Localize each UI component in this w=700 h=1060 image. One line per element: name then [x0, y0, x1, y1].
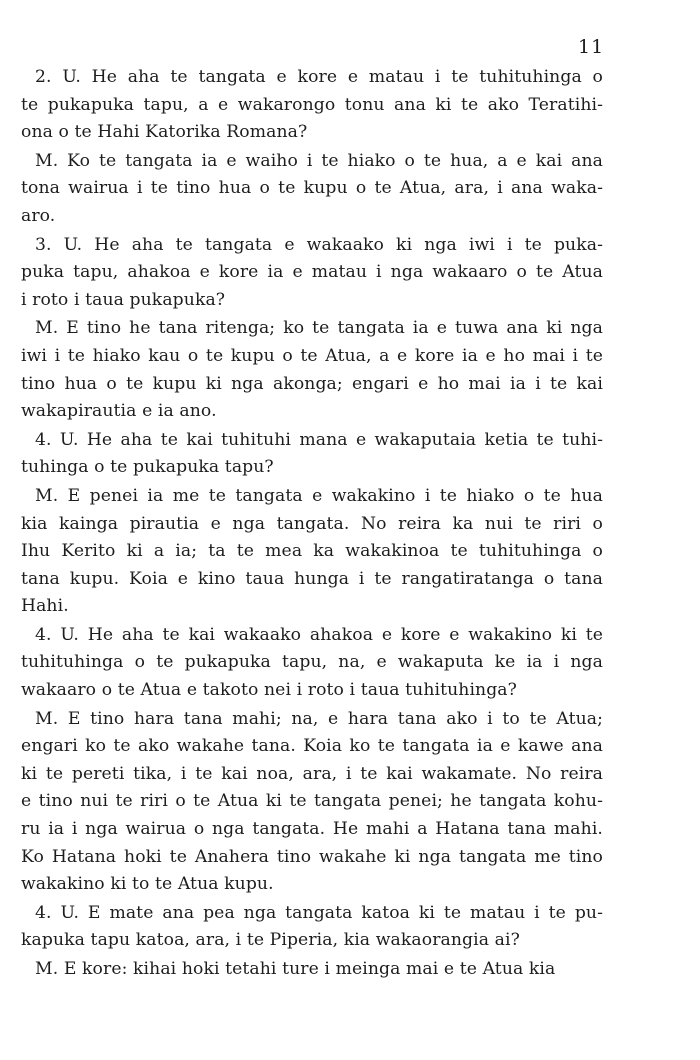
- text-line: engari ko te ako wakahe tana. Koia ko te tangata ia e kawe ana: [21, 736, 603, 757]
- text-line: tona wairua i te tino hua o te kupu o te Atua, ara, i ana waka-: [21, 178, 603, 199]
- text-line: ona o te Hahi Katorika Romana?: [21, 122, 308, 143]
- text-body: [21, 64, 603, 985]
- text-line: kia kainga pirautia e nga tangata. No reira ka nui te riri o: [21, 513, 603, 534]
- paragraph: [21, 64, 603, 147]
- paragraph: [21, 315, 603, 425]
- text-line: 2. U. He aha te tangata e kore e matau i te tuhituhinga o: [35, 67, 603, 87]
- text-line: e tino nui te riri o te Atua ki te tangata penei; he tangata kohu-: [21, 791, 603, 812]
- page-number: 11: [578, 36, 605, 58]
- text-line: Ko Hatana hoki te Anahera tino wakahe ki nga tangata me tino: [21, 846, 603, 867]
- text-line: 4. U. E mate ana pea nga tangata katoa ki te matau i te pu-: [35, 902, 603, 923]
- text-line: puka tapu, ahakoa e kore ia e matau i nga wakaaro o te Atua: [21, 262, 603, 283]
- text-line: wakapirautia e ia ano.: [21, 401, 217, 422]
- text-line: Ihu Kerito ki a ia; ta te mea ka wakakinoa te tuhituhinga o: [21, 541, 603, 562]
- text-line: M. E tino he tana ritenga; ko te tangata ia e tuwa ana ki nga: [35, 318, 603, 339]
- text-line: M. E penei ia me te tangata e wakakino i te hiako o te hua: [35, 485, 603, 506]
- text-line: te pukapuka tapu, a e wakarongo tonu ana ki te ako Teratihi-: [21, 94, 603, 115]
- text-line: aro.: [21, 205, 56, 226]
- text-line: M. E kore: kihai hoki tetahi ture i meinga mai e te Atua kia: [35, 959, 556, 979]
- paragraph: [21, 148, 603, 231]
- text-line: wakakino ki to te Atua kupu.: [21, 874, 274, 895]
- text-line: Hahi.: [21, 596, 69, 617]
- text-line: wakaaro o te Atua e takoto nei i roto i taua tuhituhinga?: [21, 680, 517, 701]
- text-line: M. E tino hara tana mahi; na, e hara tana ako i to te Atua;: [35, 708, 603, 729]
- text-line: M. Ko te tangata ia e waiho i te hiako o te hua, a e kai ana: [35, 150, 603, 171]
- text-line: i roto i taua pukapuka?: [21, 289, 226, 310]
- paragraph: [21, 706, 603, 899]
- paragraph: [21, 427, 603, 482]
- paragraph: [21, 956, 603, 984]
- text-line: tana kupu. Koia e kino taua hunga i te rangatiratanga o tana: [21, 568, 603, 589]
- paragraph: [21, 483, 603, 621]
- text-line: ru ia i nga wairua o nga tangata. He mahi a Hatana tana mahi.: [21, 819, 603, 840]
- text-line: 3. U. He aha te tangata e wakaako ki nga iwi i te puka-: [35, 234, 603, 255]
- text-line: 4. U. He aha te kai tuhituhi mana e wakaputaia ketia te tuhi-: [35, 429, 603, 450]
- text-line: ki te pereti tika, i te kai noa, ara, i te kai wakamate. No reira: [21, 763, 603, 784]
- paragraph: [21, 232, 603, 315]
- paragraph: [21, 900, 603, 955]
- paragraph: [21, 622, 603, 705]
- text-line: tino hua o te kupu ki nga akonga; engari e ho mai ia i te kai: [21, 373, 603, 394]
- text-line: 4. U. He aha te kai wakaako ahakoa e kore e wakakino ki te: [35, 624, 603, 645]
- text-line: iwi i te hiako kau o te kupu o te Atua, a e kore ia e ho mai i te: [21, 345, 603, 366]
- text-line: tuhituhinga o te pukapuka tapu, na, e wakaputa ke ia i nga: [21, 652, 603, 673]
- text-line: tuhinga o te pukapuka tapu?: [21, 457, 274, 478]
- text-line: kapuka tapu katoa, ara, i te Piperia, kia wakaorangia ai?: [21, 930, 520, 951]
